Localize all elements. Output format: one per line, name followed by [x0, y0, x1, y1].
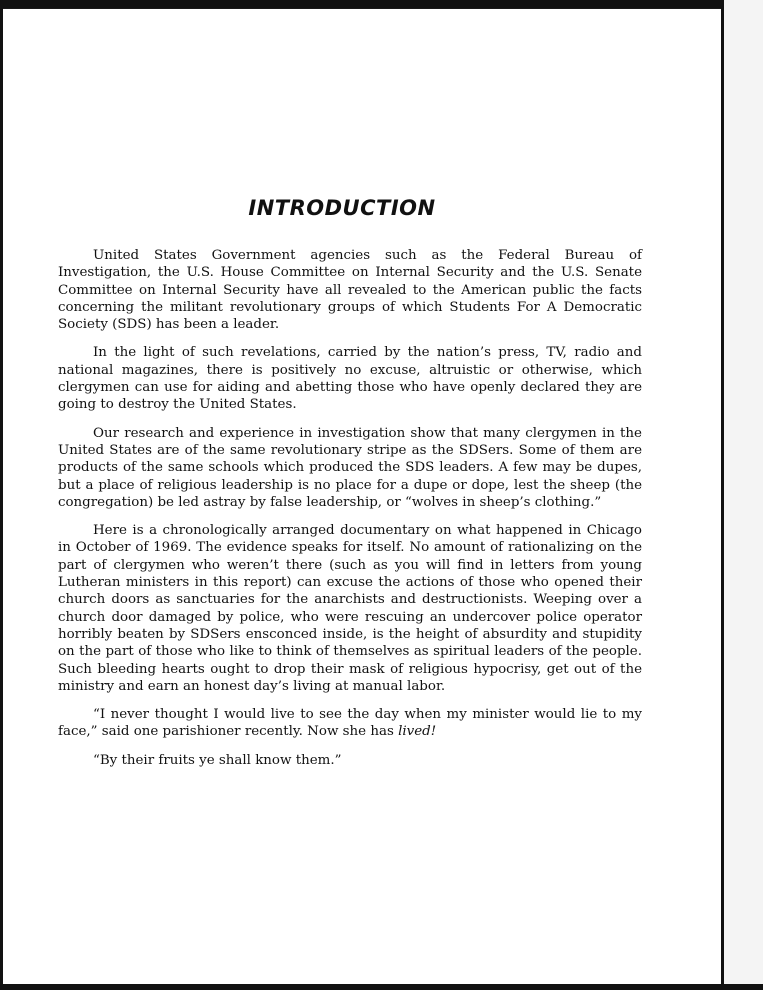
emphasis-lived: lived!	[398, 724, 437, 740]
document-page	[3, 9, 721, 984]
paragraph-5	[58, 706, 642, 741]
scan-top-border	[0, 0, 763, 8]
parishioner-quote: “I never thought I would live to see the day when my minister would lie to my face,” said one parishioner recently. Now she has	[58, 707, 642, 740]
scan-right-margin	[721, 0, 763, 990]
page-title: INTRODUCTION	[248, 196, 436, 220]
paragraph-3: Our research and experience in investigation show that many clergymen in the United States are of the same revolutionary stripe as the SDSers. Some of them are products of the same schools which produced the SDS leaders. A few may be dupes, but a place of religious leadership is no place for a dupe or dope, lest the sheep (the congregation) be led astray by false leadership, or “wolves in sheep’s clothing.”	[58, 425, 642, 510]
scan-bottom-border	[0, 984, 763, 990]
closing-quote: “By their fruits ye shall know them.”	[93, 752, 342, 768]
body-text	[58, 247, 642, 780]
paragraph-1: United States Government agencies such as the Federal Bureau of Investigation, the U.S. House Committee on Internal Security and the U.S. Senate Committee on Internal Security have all revealed to the American public the facts concerning the militant revolutionary groups of which Students For A Democratic Society (SDS) has been a leader.	[58, 248, 642, 333]
paragraph-2: In the light of such revelations, carried by the nation’s press, TV, radio and national magazines, there is positively no excuse, altruistic or otherwise, which clergymen can use for aiding and abetting those who have openly declared they are going to destroy the United States.	[58, 345, 642, 413]
paragraph-4: Here is a chronologically arranged documentary on what happened in Chicago in October of 1969. The evidence speaks for itself. No amount of rationalizing on the part of clergymen who weren’t there (such as you will find in letters from young Lutheran ministers in this report) can excuse the actions of those who opened their church doors as sanctuaries for the anarchists and destructionists. Weeping over a church door damaged by police, who were rescuing an undercover police operator horribly beaten by SDSers ensconced inside, is the height of absurdity and stupidity on the part of those who like to think of themselves as spiritual leaders of the people. Such bleeding hearts ought to drop their mask of religious hypocrisy, get out of the ministry and earn an honest day’s living at manual labor.	[58, 523, 642, 694]
